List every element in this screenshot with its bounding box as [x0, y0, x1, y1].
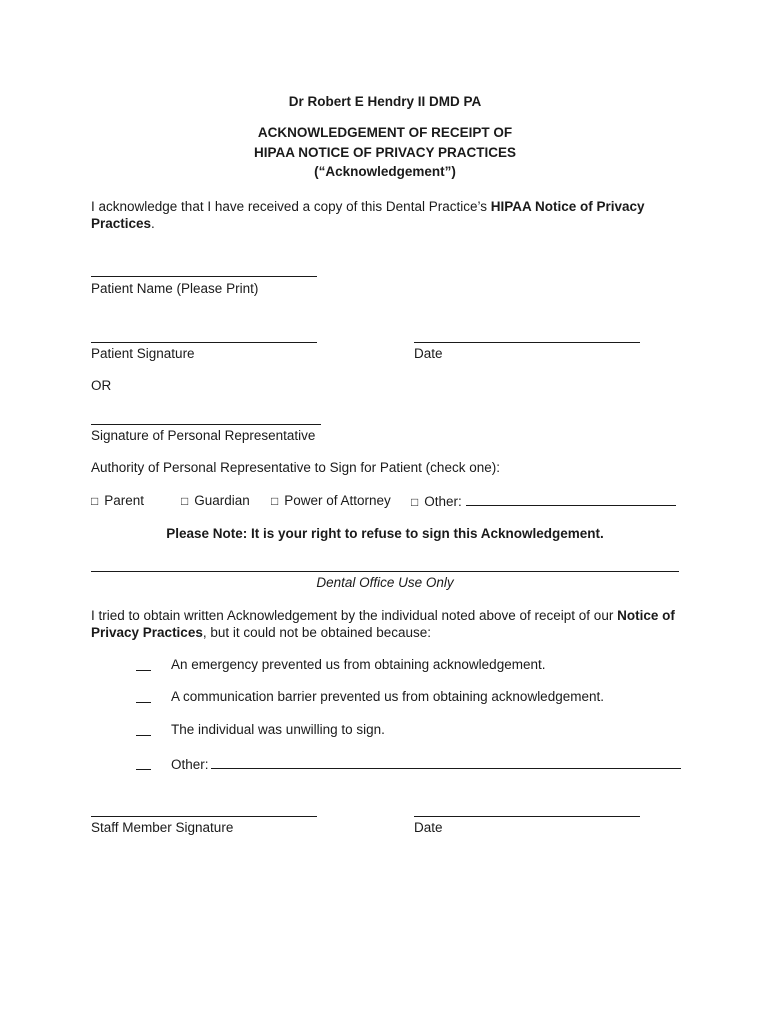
statement-end-text: . — [151, 216, 155, 231]
reason-other — [171, 756, 681, 772]
patient-name-label: Patient Name (Please Print) — [91, 281, 259, 296]
statement-bold-text: HIPAA Notice of Privacy Practices — [91, 199, 645, 231]
patient-date-label: Date — [414, 346, 443, 361]
option-power-of-attorney-label: Power of Attorney — [284, 493, 391, 508]
authority-label: Authority of Personal Representative to Sign for Patient (check one): — [91, 460, 500, 475]
reason-communication-label: A communication barrier prevented us from obtaining acknowledgement. — [171, 689, 604, 704]
form-title-line-3: (“Acknowledgement”) — [314, 164, 456, 179]
representative-signature-field[interactable] — [91, 424, 321, 425]
reason-unwilling-checkbox[interactable] — [136, 735, 151, 736]
reason-other-field[interactable] — [211, 756, 681, 769]
option-guardian-label: Guardian — [194, 493, 250, 508]
staff-date-label: Date — [414, 820, 443, 835]
refusal-note: Please Note: It is your right to refuse to sign this Acknowledgement. — [166, 526, 604, 541]
checkbox-icon[interactable]: □ — [181, 494, 189, 508]
option-parent-label: Parent — [104, 493, 145, 508]
checkbox-icon[interactable]: □ — [411, 495, 419, 509]
office-use-heading: Dental Office Use Only — [316, 575, 454, 590]
checkbox-icon[interactable]: □ — [91, 494, 99, 508]
office-section-divider — [91, 571, 679, 572]
staff-signature-label: Staff Member Signature — [91, 820, 234, 835]
representative-signature-label: Signature of Personal Representative — [91, 428, 316, 443]
or-label: OR — [91, 378, 112, 393]
other-authority-field[interactable] — [466, 493, 676, 506]
form-title-line-2: HIPAA NOTICE OF PRIVACY PRACTICES — [253, 145, 517, 160]
option-guardian[interactable] — [181, 493, 250, 508]
option-parent[interactable] — [91, 493, 144, 508]
reason-emergency-checkbox[interactable] — [136, 670, 151, 671]
office-statement-text: I tried to obtain written Acknowledgement by the individual noted above of receipt of our — [91, 608, 618, 623]
staff-signature-field[interactable] — [91, 816, 317, 817]
office-statement-bold-text: Notice of Privacy Practices — [91, 608, 675, 640]
checkbox-icon[interactable]: □ — [271, 494, 279, 508]
office-statement-end-text: , but it could not be obtained because: — [202, 625, 432, 640]
reason-other-label: Other: — [171, 757, 209, 772]
reason-other-checkbox[interactable] — [136, 769, 151, 770]
reason-communication-checkbox[interactable] — [136, 702, 151, 703]
patient-signature-field[interactable] — [91, 342, 317, 343]
option-other[interactable] — [411, 493, 676, 509]
form-title-line-1: ACKNOWLEDGEMENT OF RECEIPT OF — [257, 125, 513, 140]
practice-name: Dr Robert E Hendry II DMD PA — [288, 94, 482, 109]
patient-name-field[interactable] — [91, 276, 317, 277]
office-statement — [91, 607, 681, 641]
staff-date-field[interactable] — [414, 816, 640, 817]
reason-unwilling-label: The individual was unwilling to sign. — [171, 722, 385, 737]
statement-text: I acknowledge that I have received a copy of this Dental Practice’s — [91, 199, 491, 214]
option-other-label: Other: — [424, 494, 462, 509]
patient-date-field[interactable] — [414, 342, 640, 343]
acknowledgement-statement — [91, 198, 681, 232]
reason-emergency-label: An emergency prevented us from obtaining acknowledgement. — [171, 657, 546, 672]
patient-signature-label: Patient Signature — [91, 346, 195, 361]
option-power-of-attorney[interactable] — [271, 493, 391, 508]
